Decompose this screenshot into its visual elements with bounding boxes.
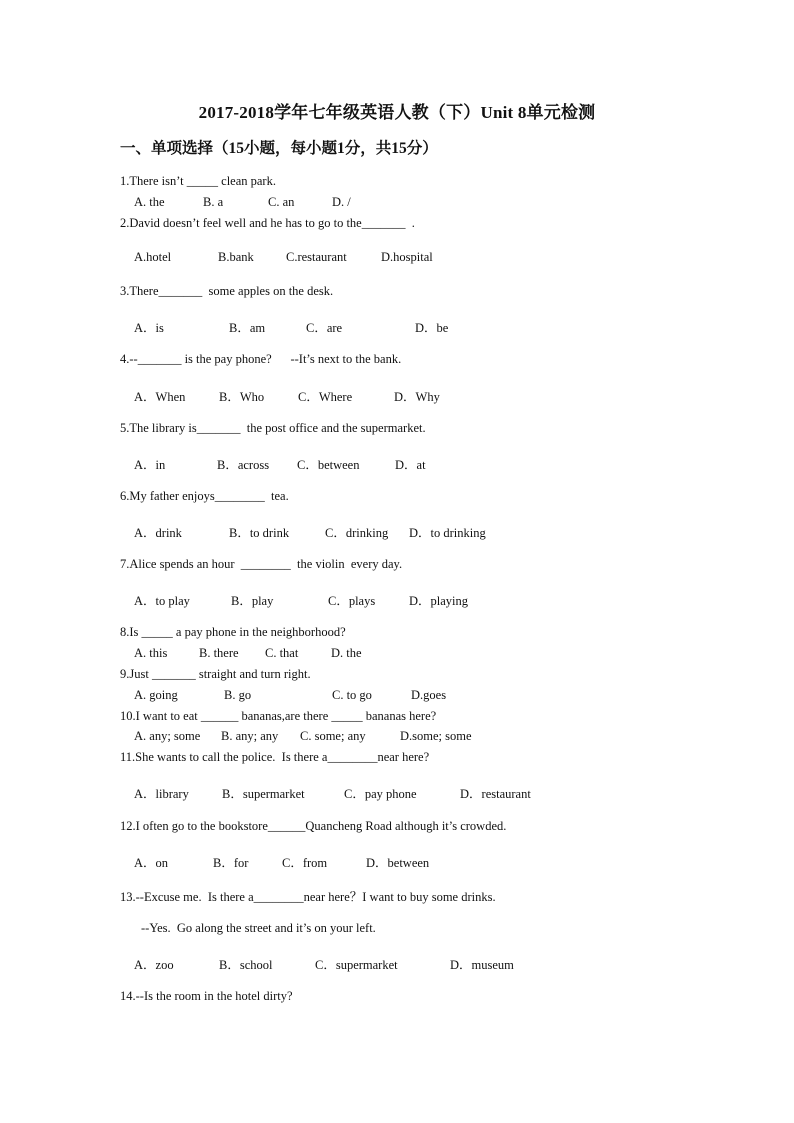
question-5-option-a[interactable]: A．in [134,458,166,472]
question-4-option-c[interactable]: C．Where [298,390,353,404]
question-13-option-b[interactable]: B．school [219,958,273,972]
question-1-option-b[interactable]: B. a [203,195,224,209]
question-10-option-d[interactable]: D.some; some [400,729,472,743]
question-4-stem: 4.--_______ is the pay phone? --It’s next to the bank. [120,352,402,366]
question-11-option-c[interactable]: C．pay phone [344,787,417,801]
question-8-option-a[interactable]: A. this [134,646,168,660]
question-7-stem: 7.Alice spends an hour ________ the violin every day. [120,557,403,571]
question-13-option-c[interactable]: C．supermarket [315,958,398,972]
question-8-option-b[interactable]: B. there [199,646,239,660]
question-3-option-c[interactable]: C．are [306,321,343,335]
question-12-option-a[interactable]: A．on [134,856,169,870]
question-12-option-d[interactable]: D．between [366,856,430,870]
question-11-stem: 11.She wants to call the police. Is there a________near here? [120,750,430,764]
question-3-option-a[interactable]: A．is [134,321,164,335]
question-7-option-d[interactable]: D．playing [409,594,469,608]
question-2-option-d[interactable]: D.hospital [381,250,433,264]
question-10-option-a[interactable]: A. any; some [134,729,201,743]
question-10-option-b[interactable]: B. any; any [221,729,279,743]
page-title: 2017-2018学年七年级英语人教（下）Unit 8单元检测 [198,103,596,122]
question-1-option-d[interactable]: D. / [332,195,351,209]
question-1-option-a[interactable]: A. the [134,195,165,209]
question-3-stem: 3.There_______ some apples on the desk. [120,284,334,298]
question-8-option-d[interactable]: D. the [331,646,362,660]
question-13-option-d[interactable]: D．museum [450,958,514,972]
question-12-stem: 12.I often go to the bookstore______Quancheng Road although it’s crowded. [120,819,507,833]
question-11-option-a[interactable]: A．library [134,787,189,801]
question-5-option-d[interactable]: D．at [395,458,426,472]
question-9-option-b[interactable]: B. go [224,688,252,702]
question-6-option-a[interactable]: A．drink [134,526,182,540]
question-9-option-c[interactable]: C. to go [332,688,372,702]
question-13-stem: 13.--Excuse me. Is there a________near here？I want to buy some drinks. [120,890,496,904]
question-11-option-b[interactable]: B．supermarket [222,787,305,801]
question-4-option-d[interactable]: D．Why [394,390,440,404]
question-2-option-b[interactable]: B.bank [218,250,254,264]
question-7-option-b[interactable]: B．play [231,594,274,608]
question-5-option-c[interactable]: C．between [297,458,360,472]
question-11-option-d[interactable]: D．restaurant [460,787,531,801]
question-14-stem: 14.--Is the room in the hotel dirty? [120,989,293,1003]
question-12-option-c[interactable]: C．from [282,856,328,870]
question-2-stem: 2.David doesn’t feel well and he has to go to the_______ . [120,216,415,230]
question-8-option-c[interactable]: C. that [265,646,299,660]
question-3-option-d[interactable]: D．be [415,321,449,335]
question-3-option-b[interactable]: B．am [229,321,266,335]
question-1-stem: 1.There isn’t _____ clean park. [120,174,276,188]
question-13-option-a[interactable]: A．zoo [134,958,174,972]
question-4-option-a[interactable]: A．When [134,390,186,404]
question-12-option-b[interactable]: B．for [213,856,249,870]
question-7-option-c[interactable]: C．plays [328,594,376,608]
question-2-option-a[interactable]: A.hotel [134,250,172,264]
question-1-option-c[interactable]: C. an [268,195,295,209]
question-9-option-a[interactable]: A. going [134,688,178,702]
section-heading: 一、单项选择（15小题，每小题1分，共15分） [120,140,438,157]
question-13-reply: --Yes. Go along the street and it’s on your left. [141,921,376,935]
question-10-stem: 10.I want to eat ______ bananas,are there _____ bananas here? [120,709,437,723]
question-8-stem: 8.Is _____ a pay phone in the neighborhood? [120,625,346,639]
question-9-option-d[interactable]: D.goes [411,688,447,702]
question-5-option-b[interactable]: B．across [217,458,270,472]
question-6-option-c[interactable]: C．drinking [325,526,389,540]
question-4-option-b[interactable]: B．Who [219,390,265,404]
question-2-option-c[interactable]: C.restaurant [286,250,347,264]
question-9-stem: 9.Just _______ straight and turn right. [120,667,311,681]
question-10-option-c[interactable]: C. some; any [300,729,366,743]
question-6-stem: 6.My father enjoys________ tea. [120,489,289,503]
question-7-option-a[interactable]: A．to play [134,594,190,608]
question-6-option-b[interactable]: B．to drink [229,526,290,540]
question-5-stem: 5.The library is_______ the post office and the supermarket. [120,421,426,435]
question-6-option-d[interactable]: D．to drinking [409,526,486,540]
